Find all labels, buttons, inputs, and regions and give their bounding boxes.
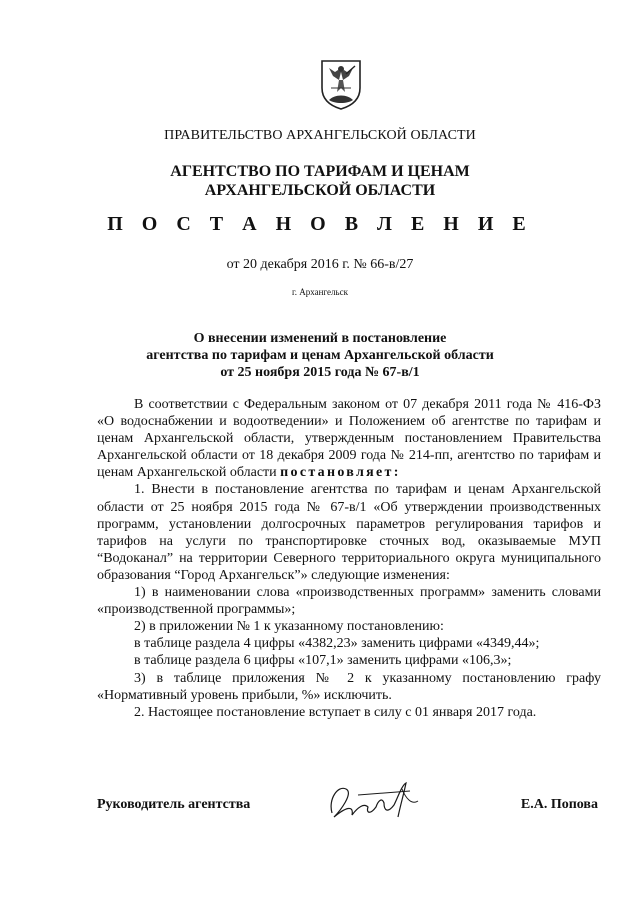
government-name: ПРАВИТЕЛЬСТВО АРХАНГЕЛЬСКОЙ ОБЛАСТИ [164,128,476,143]
coat-of-arms-icon [319,58,363,110]
agency-name-line1: АГЕНТСТВО ПО ТАРИФАМ И ЦЕНАМ [170,163,470,180]
document-subject [0,330,640,381]
document-type: П О С Т А Н О В Л Е Н И Е [107,213,533,235]
item-1: 1. Внести в постановление агентства по тарифам и ценам Архангельской области от 25 ноября 2015 года № 67-в/1 «Об утверждении производственных программ, установлении долгосрочных параметров регулирования тарифов и тарифов на услуги по транспортировке сточных вод, оказываемые МУП “Водоканал” на территории Северного территориального округа муниципального образования “Город Архангельск”» следующие изменения: [97,482,601,583]
date-and-number: от 20 декабря 2016 г. № 66-в/27 [226,257,414,272]
item-2: 2. Настоящее постановление вступает в силу с 01 января 2017 года. [134,704,537,720]
agency-name-line2: АРХАНГЕЛЬСКОЙ ОБЛАСТИ [204,182,436,199]
subitem-2b: в таблице раздела 6 цифры «107,1» заменить цифрами «106,3»; [134,653,512,669]
signatory-title: Руководитель агентства [97,797,251,812]
subitem-1: 1) в наименовании слова «производственных программ» заменить словами «производственной программы»; [97,585,601,618]
city: г. Архангельск [292,287,348,297]
document-body [97,396,601,721]
decides-word: постановляет: [280,465,401,481]
signatory-name: Е.А. Попова [520,797,598,812]
intro-paragraph [97,396,601,481]
intro-text: В соответствии с Федеральным законом от 07 декабря 2011 года № 416-ФЗ «О водоснабжении и водоотведении» и Положением об агентстве по тарифам и ценам Архангельской области, утвержденным постановлением Правительства Архангельской области от 18 декабря 2009 года № 214-пп, агентство по тарифам и ценам Архангельской области [97,397,601,481]
subject-line3: от 25 ноября 2015 года № 67-в/1 [220,365,420,380]
subitem-3: 3) в таблице приложения № 2 к указанному постановлению графу «Нормативный уровень прибыли, %» исключить. [97,670,601,703]
subject-line1: О внесении изменений в постановление [193,331,447,346]
agency-name [0,162,640,200]
subitem-2a: в таблице раздела 4 цифры «4382,23» заменить цифрами «4349,44»; [134,636,540,652]
subitem-2: 2) в приложении № 1 к указанному постановлению: [134,619,444,635]
subject-line2: агентства по тарифам и ценам Архангельской области [146,348,494,363]
signature-icon [318,777,433,827]
